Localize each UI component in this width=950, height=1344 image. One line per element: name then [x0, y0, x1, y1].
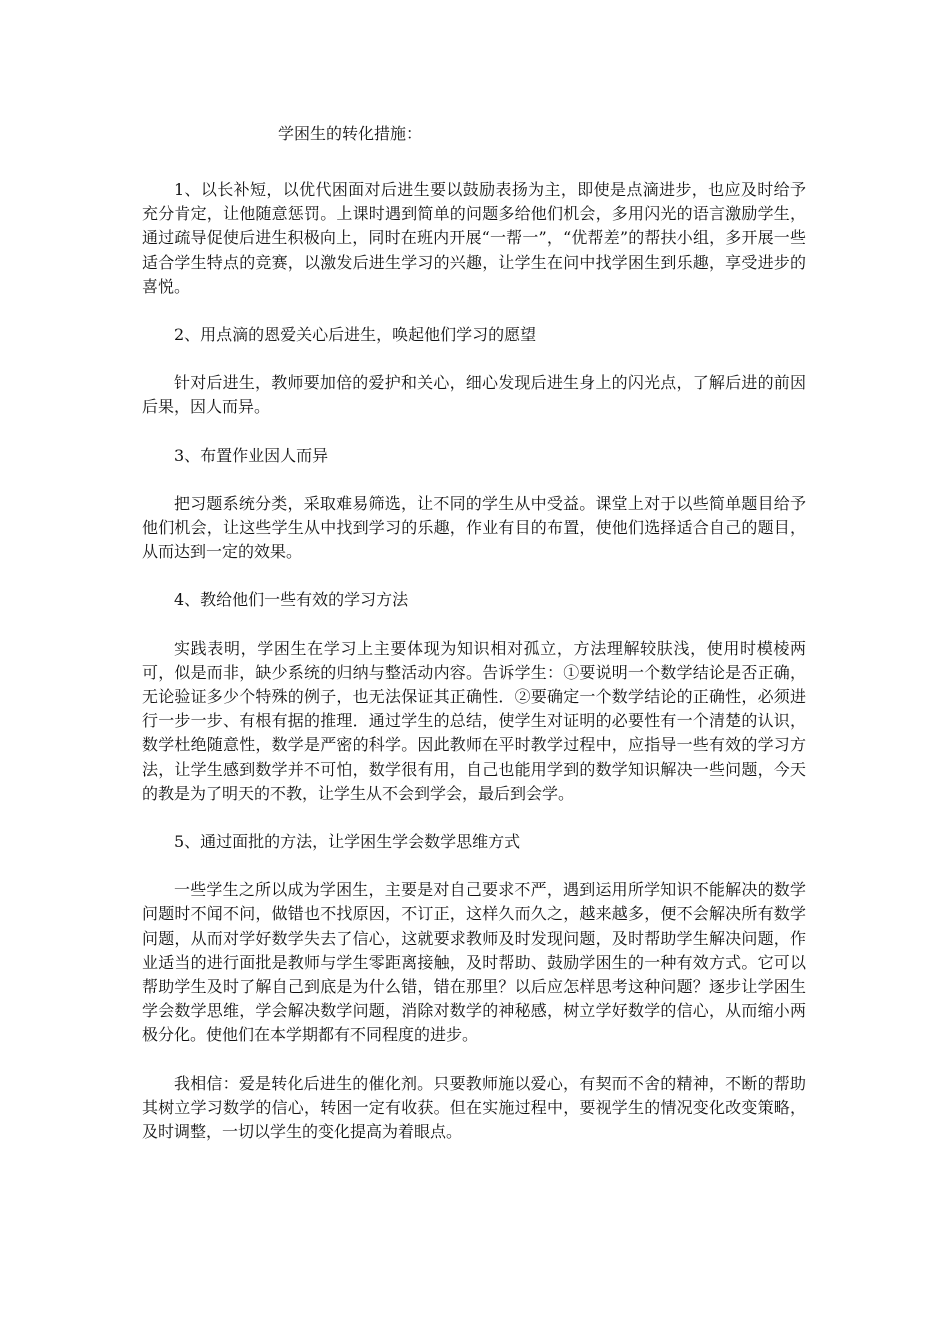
paragraph-body-5: 一些学生之所以成为学困生，主要是对自己要求不严，遇到运用所学知识不能解决的数学问题时不闻不问，做错也不找原因，不订正，这样久而久之，越来越多，便不会解决所有数学问题，从而对学好数学失去了信心，这就要求教师及时发现问题，及时帮助学生解决问题，作业适当的进行面批是教师与学生零距离接触，及时帮助、鼓励学困生的一种有效方式。它可以帮助学生及时了解自己到底是为什么错，错在那里？以后应怎样思考这种问题？逐步让学困生学会数学思维，学会解决数学问题，消除对数学的神秘感，树立学好数学的信心，从而缩小两极分化。使他们在本学期都有不同程度的进步。 [142, 880, 806, 1045]
spacer [142, 299, 806, 323]
paragraph-heading-2: 2、用点滴的恩爱关心后进生，唤起他们学习的愿望 [174, 325, 537, 345]
spacer [142, 347, 806, 371]
spacer [142, 420, 806, 444]
spacer [142, 1048, 806, 1072]
paragraph-heading-4: 4、教给他们一些有效的学习方法 [174, 590, 409, 610]
paragraph-heading-3: 3、布置作业因人而异 [174, 445, 329, 465]
paragraph-conclusion: 我相信：爱是转化后进生的催化剂。只要教师施以爱心，有契而不舍的精神，不断的帮助其树立学习数学的信心，转困一定有收获。但在实施过程中，要视学生的情况变化改变策略，及时调整，一切以学生的变化提高为着眼点。 [142, 1073, 806, 1142]
document-title: 学困生的转化措施： [278, 124, 423, 143]
paragraph-measure-1: 1、以长补短，以优代困面对后进生要以鼓励表扬为主，即使是点滴进步，也应及时给予充分肯定，让他随意惩罚。上课时遇到简单的问题多给他们机会，多用闪光的语言激励学生，通过疏导促使后进生积极向上，同时在班内开展“一帮一”，“优帮差”的帮扶小组，多开展一些适合学生特点的竞赛，以激发后进生学习的兴趣，让学生在问中找学困生到乐趣，享受进步的喜悦。 [142, 180, 806, 296]
spacer [142, 806, 806, 830]
document-page [142, 122, 806, 1144]
paragraph-body-4: 实践表明，学困生在学习上主要体现为知识相对孤立，方法理解较肤浅，使用时模棱两可，似是而非，缺少系统的归纳与整活动内容。告诉学生：①要说明一个数学结论是否正确，无论验证多少个特殊的例子，也无法保证其正确性．②要确定一个数学结论的正确性，必须进行一步一步、有根有据的推理．通过学生的总结，使学生对证明的必要性有一个清楚的认识，数学杜绝随意性，数学是严密的科学。因此教师在平时教学过程中，应指导一些有效的学习方法，让学生感到数学并不可怕，数学很有用，自己也能用学到的数学知识解决一些问题，今天的教是为了明天的不教，让学生从不会到学会，最后到会学。 [142, 638, 806, 803]
paragraph-heading-5: 5、通过面批的方法，让学困生学会数学思维方式 [174, 832, 521, 852]
paragraph-body-3: 把习题系统分类，采取难易筛选，让不同的学生从中受益。课堂上对于以些简单题目给予他们机会，让这些学生从中找到学习的乐趣，作业有目的布置，使他们选择适合自己的题目，从而达到一定的效果。 [142, 493, 806, 562]
spacer [142, 613, 806, 637]
spacer [142, 146, 806, 178]
spacer [142, 854, 806, 878]
spacer [142, 468, 806, 492]
spacer [142, 564, 806, 588]
paragraph-body-2: 针对后进生，教师要加倍的爱护和关心，细心发现后进生身上的闪光点，了解后进的前因后果，因人而异。 [142, 373, 806, 417]
